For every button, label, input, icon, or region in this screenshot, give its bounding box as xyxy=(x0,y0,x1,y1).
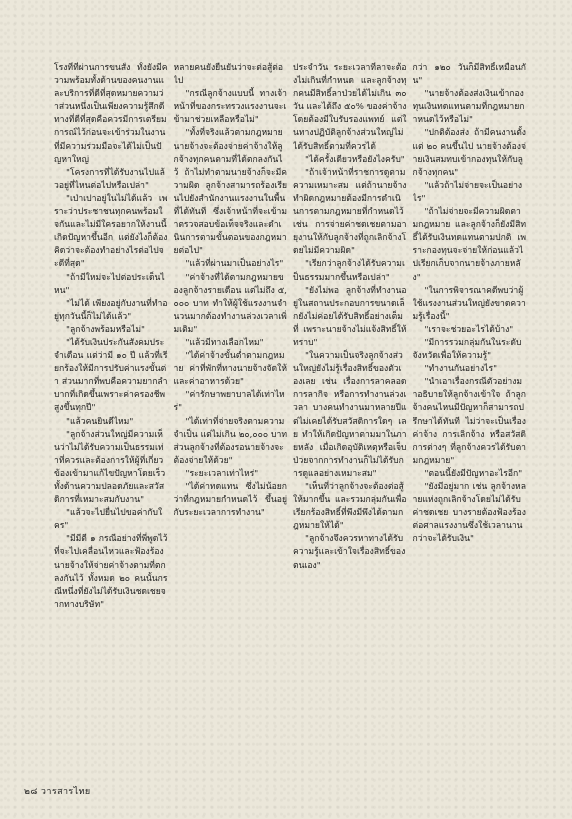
paragraph: "ตอนนี้ยังมีปัญหาอะไรอีก" xyxy=(424,468,523,479)
column-4 xyxy=(413,62,527,778)
article-columns xyxy=(54,62,526,778)
paragraph: "ไม่ได้ เพียงอยู่กับงานที่ทำอยู่ทุกวันนี้ก็ไม่ได้แล้ว" xyxy=(54,298,168,322)
paragraph: โรงที่ที่ผ่านการขนสั่ง ทั้งยังมีความพร้อมทั้งด้านของคนงานและบริการที่ดีที่สุดหมายความว่าส่วนหนึ่งเป็นเพียงความรู้สึกดี ทางที่ดีที่สุดคือควรมีการเตรียมการณ์ไว้ก่อนจะเข้าร่วมในงานที่มีความร่วมมือจะได้ไม่เป็นปัญหาใหญ่ xyxy=(54,63,168,165)
paragraph: "ระยะเวลาเท่าไหร่" xyxy=(185,468,259,479)
paragraph: หลายคนยังยืนยันว่าจะต่อสู้ต่อไป xyxy=(173,63,283,87)
paragraph: "เห็นที่ว่าลูกจ้างจะต้องต่อสู้ให้มากขึ้น และรวมกลุ่มกันเพื่อเรียกร้องสิทธิ์ที่พึงมีพึงได้ตามกฎหมายให้ได้" xyxy=(293,482,407,532)
paragraph: "ยังมีอยู่มาก เช่น ลูกจ้างหลายแห่งถูกเลิกจ้างโดยไม่ได้รับค่าชดเชย บางรายต้องฟ้องร้องต่อศาลแรงงานซึ่งใช้เวลานานกว่าจะได้รับเงิน" xyxy=(412,482,526,545)
paragraph: "ปกติต้องส่ง ถ้ามีคนงานตั้งแต่ ๒๐ คนขึ้นไป นายจ้างต้องจ่ายเงินสมทบเข้ากองทุนให้กับลูกจ้างทุกคน" xyxy=(412,128,526,178)
paragraph: กว่า ๑๒๐ วันก็มีสิทธิ์เหมือนกัน" xyxy=(412,63,526,87)
paragraph: "นายจ้างต้องส่งเงินเข้ากองทุนเงินทดแทนตามที่กฎหมายกำหนดไว้หรือไม่" xyxy=(412,89,525,126)
paragraph: "ถ้าไม่จ่ายจะมีความผิดตามกฎหมาย และลูกจ้างก็ยังมีสิทธิ์ได้รับเงินทดแทนตามปกติ เพราะกองทุนจะจ่ายให้ก่อนแล้วไปเรียกเก็บจากนายจ้างภายหลัง" xyxy=(412,207,526,283)
paragraph: "แล้วคนยินดีไหม" xyxy=(66,416,134,427)
paragraph: "ได้เท่าที่จ่ายจริงตามความจำเป็น แต่ไม่เกิน ๒๐,๐๐๐ บาท ส่วนลูกจ้างที่ต้องรอนายจ้างจะต้องจ่ายให้ด้วย" xyxy=(173,416,287,466)
paragraph: "กรณีลูกจ้างแบบนี้ ทางเจ้าหน้าที่ของกระทรวงแรงงานจะเข้ามาช่วยเหลือหรือไม่" xyxy=(173,89,287,126)
paragraph: "แล้วมีทางเลือกไหม" xyxy=(185,337,264,348)
paragraph: "แล้วจะไปยื่นไปขอค่ากับใคร" xyxy=(54,508,163,532)
paragraph: "ลูกจ้างจึงควรหาทางได้รับความรู้และเข้าใจเรื่องสิทธิ์ของตนเอง" xyxy=(293,534,406,571)
paragraph: "เราจะช่วยอะไรได้บ้าง" xyxy=(424,324,514,335)
paragraph: "ทำงานกันอย่างไร" xyxy=(424,364,498,375)
column-2 xyxy=(174,62,288,778)
paragraph: "ทั้งที่จริงแล้วตามกฎหมาย นายจ้างจะต้องจ่ายค่าจ้างให้ลูกจ้างทุกคนตามที่ได้ตกลงกันไว้ ถ้าไม่ทำตามนายจ้างก็จะมีความผิด ลูกจ้างสามารถร้องเรียนไปยังสำนักงานแรงงานในพื้นที่ได้ทันที ซึ่งเจ้าหน้าที่จะเข้ามาตรวจสอบข้อเท็จจริงและดำเนินการตามขั้นตอนของกฎหมายต่อไป" xyxy=(173,128,287,257)
paragraph: "แล้วถ้าไม่จ่ายจะเป็นอย่างไร" xyxy=(412,180,523,204)
paragraph: "แล้วที่ผ่านมาเป็นอย่างไร" xyxy=(185,259,284,270)
paragraph: "เป่าเปาอยู่ในไม่ได้แล้ว เพราะว่าประชาชนทุกคนพร้อมใจกันและไม่มีใครอยากให้งานนี้เกิดปัญหาขึ้นอีก แต่ยังไงก็ต้องคิดว่าจะต้องทำอย่างไรต่อไปจะดีที่สุด" xyxy=(54,193,168,270)
paragraph: "เรียกว่าลูกจ้างได้รับความเป็นธรรมมากขึ้นหรือเปล่า" xyxy=(293,259,405,283)
paragraph: "ค่าจ้างที่ได้ตามกฎหมายของลูกจ้างรายเดือน แต่ไม่ถึง ๕,๐๐๐ บาท ทำให้ผู้ใช้แรงงานจำนวนมากต้องทำงานล่วงเวลาเพิ่มเติม" xyxy=(173,272,287,335)
paragraph: "ได้ครั้งเดียวหรือยังไงครับ" xyxy=(305,154,405,165)
paragraph: "ถ้าเจ้าหน้าที่ราชการดูตามความเหมาะสม แต่ถ้านายจ้างทำผิดกฎหมายต้องมีการดำเนินการตามกฎหมายที่กำหนดไว้ เช่น การจ่ายค่าชดเชยตามอายุงานให้กับลูกจ้างที่ถูกเลิกจ้างโดยไม่มีความผิด" xyxy=(293,167,407,257)
column-3 xyxy=(293,62,407,778)
paragraph: "ลูกจ้างส่วนใหญ่มีความเห็นว่าไม่ได้รับความเป็นธรรมเท่าที่ควรและต้องการให้ผู้ที่เกี่ยวข้องเข้ามาแก้ไขปัญหาโดยเร็ว ทั้งด้านความปลอดภัยและสวัสดิการที่เหมาะสมกับงาน" xyxy=(54,429,166,506)
paragraph: "ถ้ามีใหม่จะไปต่อประเด็นไหน" xyxy=(54,272,165,296)
paragraph: "ได้ค่าจ้างขั้นต่ำตามกฎหมาย ค่าที่พักที่ทางนายจ้างจัดให้ และค่าอาหารด้วย" xyxy=(173,351,287,388)
paragraph: "ในความเป็นจริงลูกจ้างส่วนใหญ่ยังไม่รู้เรื่องสิทธิ์ของตัวเองเลย เช่น เรื่องการลาคลอด การลากิจ หรือการทำงานล่วงเวลา บางคนทำงานมาหลายปีแต่ไม่เคยได้รับสวัสดิการใดๆ เลย ทำให้เกิดปัญหาตามมาในภายหลัง เมื่อเกิดอุบัติเหตุหรือเจ็บป่วยจากการทำงานก็ไม่ได้รับการดูแลอย่างเหมาะสม" xyxy=(293,351,407,479)
paragraph: "นำเอาเรื่องกรณีตัวอย่างมาอธิบายให้ลูกจ้างเข้าใจ ถ้าลูกจ้างคนไหนมีปัญหาก็สามารถปรึกษาได้ทันที ไม่ว่าจะเป็นเรื่องค่าจ้าง การเลิกจ้าง หรือสวัสดิการต่างๆ ที่ลูกจ้างควรได้รับตามกฎหมาย" xyxy=(412,377,526,466)
column-1 xyxy=(54,62,168,778)
paragraph: "มีการรวมกลุ่มกันในระดับจังหวัดเพื่อให้ความรู้" xyxy=(412,337,522,362)
paragraph: "ในการพิจารณาคดีพบว่าผู้ใช้แรงงานส่วนใหญ่ยังขาดความรู้เรื่องนี้" xyxy=(412,285,526,322)
paragraph: "ได้รับเงินประกันสังคมประจำเดือน แต่ว่ามี ๑๐ ปี แล้วที่เรียกร้องให้มีการปรับค่าแรงขั้นต่ำ ส่วนมากที่พบคือความยากลำบากที่เกิดขึ้นเพราะค่าครองชีพสูงขึ้นทุกปี" xyxy=(54,337,168,414)
paragraph: "ได้ค่าทดแทน ซึ่งไม่น้อยกว่าที่กฎหมายกำหนดไว้ ขึ้นอยู่กับระยะเวลาการทำงาน" xyxy=(173,482,287,519)
page-folio: ๒๘ วารสารไทย xyxy=(24,787,91,797)
paragraph: ประจำวัน ระยะเวลาที่ลาจะต้องไม่เกินที่กำหนด และลูกจ้างทุกคนมีสิทธิ์ลาป่วยได้ไม่เกิน ๓๐ วัน และได้ถึง ๕๐% ของค่าจ้างโดยต้องมีใบรับรองแพทย์ แต่ในทางปฏิบัติลูกจ้างส่วนใหญ่ไม่ได้รับสิทธิ์ตามที่ควรได้ xyxy=(293,63,407,152)
paragraph: "ค่ารักษาพยาบาลได้เท่าไหร่" xyxy=(173,390,285,414)
paragraph: "ลูกจ้างพร้อมหรือไม่" xyxy=(66,324,145,335)
paragraph: "โครงการที่ได้รับงานไปแล้วอยู่ที่ไหนต่อไปหรือเปล่า" xyxy=(54,167,165,191)
paragraph: "มีมีตี ๑ กรณีอย่างที่พี่พูดไว้ที่จะไปเคลื่อนไหวและฟ้องร้องนายจ้างให้จ่ายค่าจ้างตามที่ตกลงกันไว้ ทั้งหมด ๒๐ คนนั้นกรณีหนึ่งที่ยังไม่ได้รับเงินชดเชยจากทางบริษัท" xyxy=(54,534,168,610)
paragraph: "ยังไม่พอ ลูกจ้างที่ทำงานอยู่ในสถานประกอบการขนาดเล็กยังไม่ค่อยได้รับสิทธิ์อย่างเต็มที่ เพราะนายจ้างไม่แจ้งสิทธิ์ให้ทราบ" xyxy=(293,285,407,348)
